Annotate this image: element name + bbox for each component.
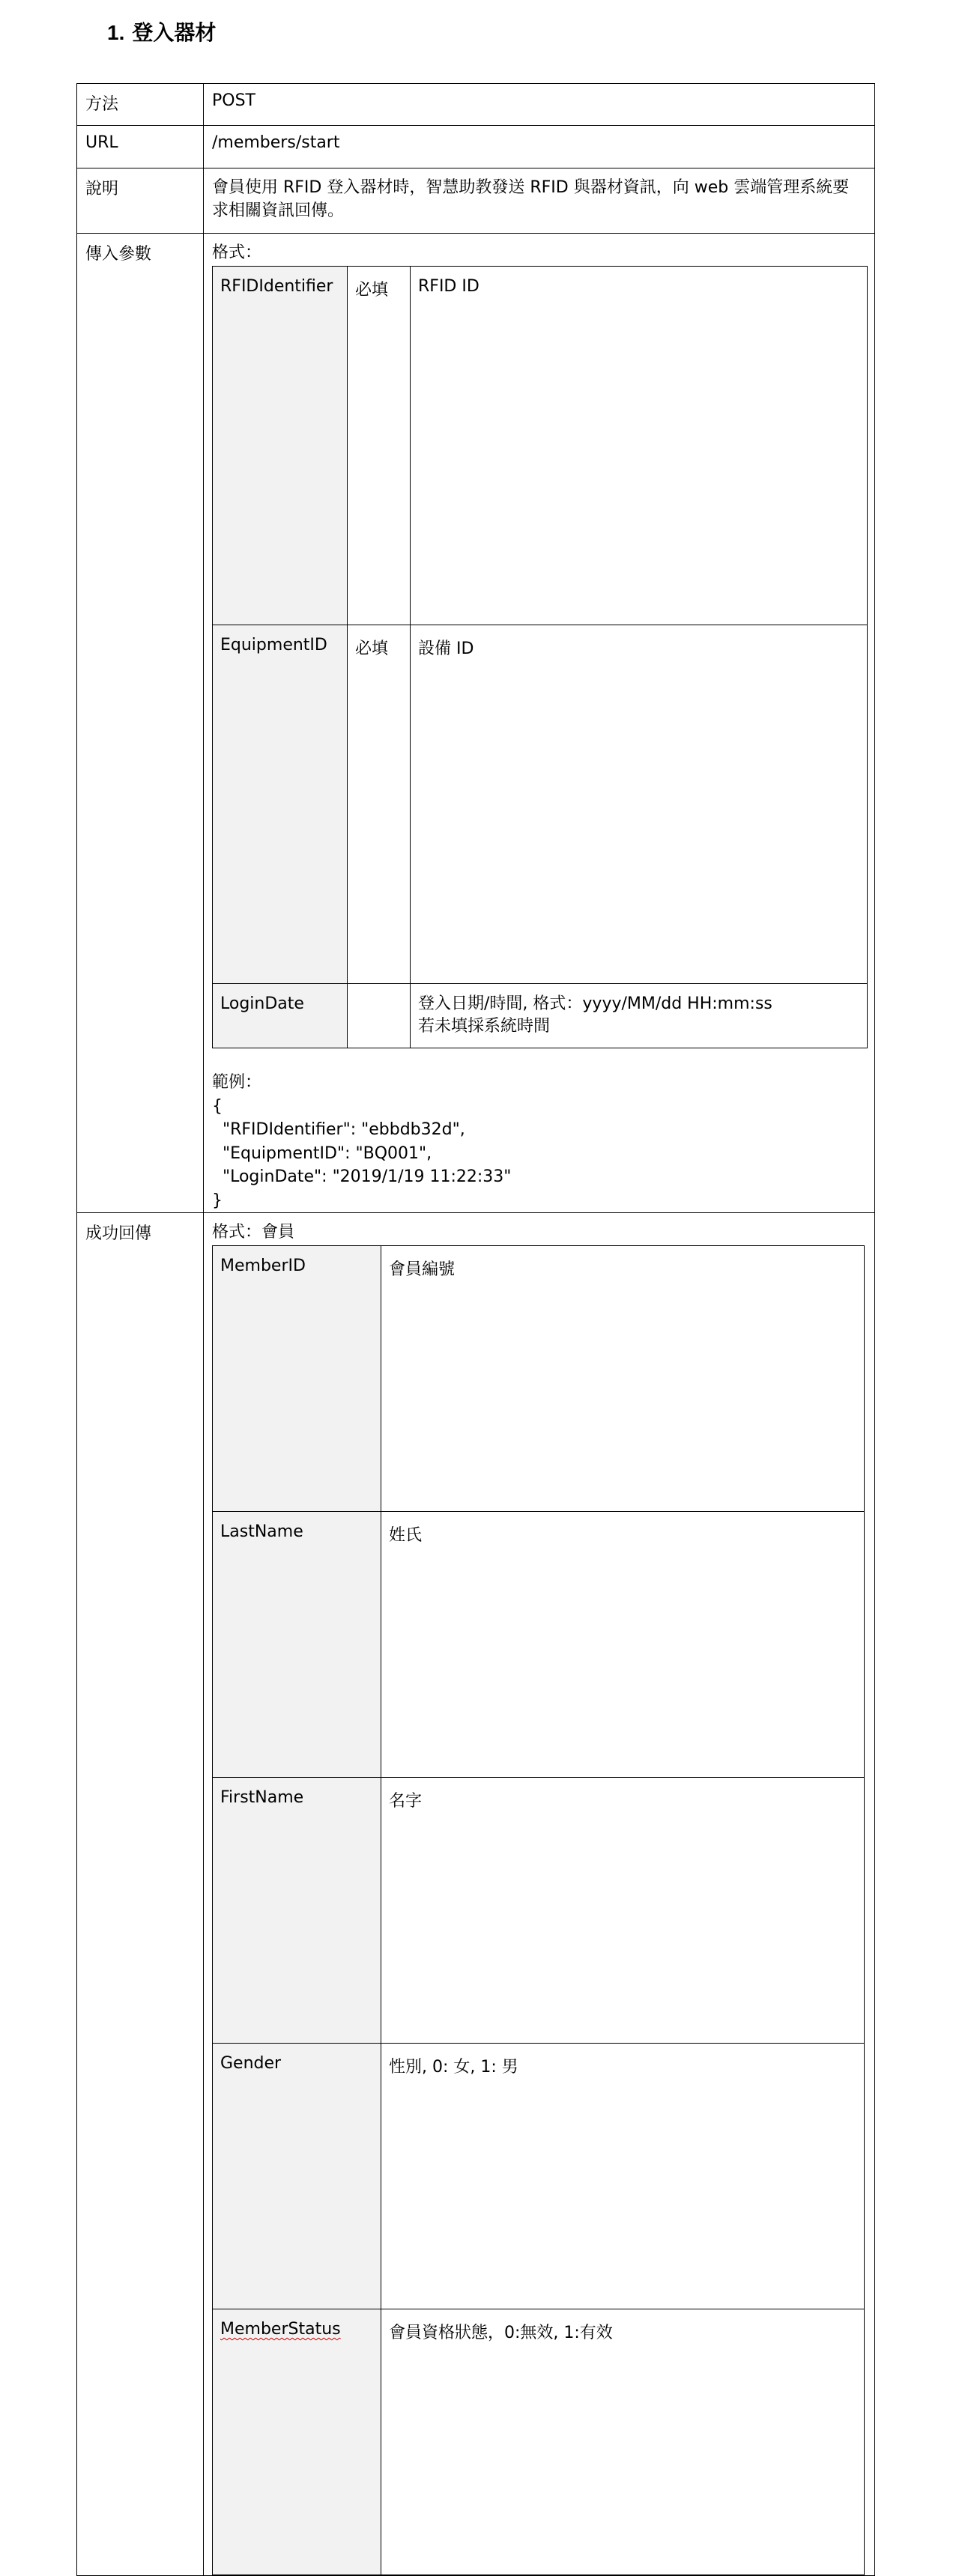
success-cell: [204, 1213, 875, 2576]
method-row: [77, 84, 875, 126]
table-row: [213, 2044, 865, 2309]
field-name: LastName: [213, 1512, 381, 1778]
method-label: 方法: [77, 84, 204, 126]
field-name: FirstName: [213, 1778, 381, 2044]
params-table: [212, 266, 868, 1048]
table-row: [213, 625, 868, 984]
section-title: 登入器材: [132, 21, 217, 44]
field-name: Gender: [213, 2044, 381, 2309]
table-row: [213, 984, 868, 1048]
param-name: RFIDIdentifier: [213, 267, 348, 625]
url-value: /members/start: [204, 126, 875, 168]
description-value: 會員使用 RFID 登入器材時，智慧助教發送 RFID 與器材資訊，向 web 雲端管理系統要求相關資訊回傳。: [204, 168, 875, 234]
param-desc: 登入日期/時間, 格式：yyyy/MM/dd HH:mm:ss 若未填採系統時間: [411, 984, 868, 1048]
spellcheck-underline: MemberStatus: [220, 2320, 341, 2339]
success-format-label: 格式：會員: [212, 1223, 295, 1242]
field-desc: 名字: [381, 1778, 865, 2044]
api-spec-table: [76, 83, 875, 2576]
param-desc: 設備 ID: [411, 625, 868, 984]
table-row: [213, 1512, 865, 1778]
field-desc: 會員資格狀態，0:無效, 1:有效: [381, 2309, 865, 2575]
table-row: [213, 2309, 865, 2575]
params-row: [77, 234, 875, 1213]
method-value: POST: [204, 84, 875, 126]
param-desc: RFID ID: [411, 267, 868, 625]
description-row: [77, 168, 875, 234]
field-desc: 姓氏: [381, 1512, 865, 1778]
example-label: 範例：: [212, 1073, 262, 1092]
param-name: EquipmentID: [213, 625, 348, 984]
section-number: 1.: [107, 21, 125, 44]
field-name: MemberID: [213, 1246, 381, 1512]
success-row: [77, 1213, 875, 2576]
url-row: [77, 126, 875, 168]
table-row: [213, 1778, 865, 2044]
param-name: LoginDate: [213, 984, 348, 1048]
field-name: [213, 2309, 381, 2575]
description-label: 說明: [77, 168, 204, 234]
param-required: 必填: [348, 625, 411, 984]
param-required: 必填: [348, 267, 411, 625]
params-cell: [204, 234, 875, 1213]
section-heading: [107, 16, 216, 46]
params-label: 傳入參數: [77, 234, 204, 1213]
example-code: { "RFIDIdentifier": "ebbdb32d", "EquipmentID": "BQ001", "LoginDate": "2019/1/19 11:22:33" }: [212, 1096, 512, 1210]
params-format-label: 格式：: [212, 243, 262, 262]
table-row: [213, 1246, 865, 1512]
success-label: 成功回傳: [77, 1213, 204, 2576]
url-label: URL: [77, 126, 204, 168]
success-table: [212, 1245, 865, 2575]
param-required: [348, 984, 411, 1048]
field-desc: 性別, 0: 女, 1: 男: [381, 2044, 865, 2309]
table-row: [213, 267, 868, 625]
example-block: [212, 1071, 874, 1212]
field-desc: 會員編號: [381, 1246, 865, 1512]
